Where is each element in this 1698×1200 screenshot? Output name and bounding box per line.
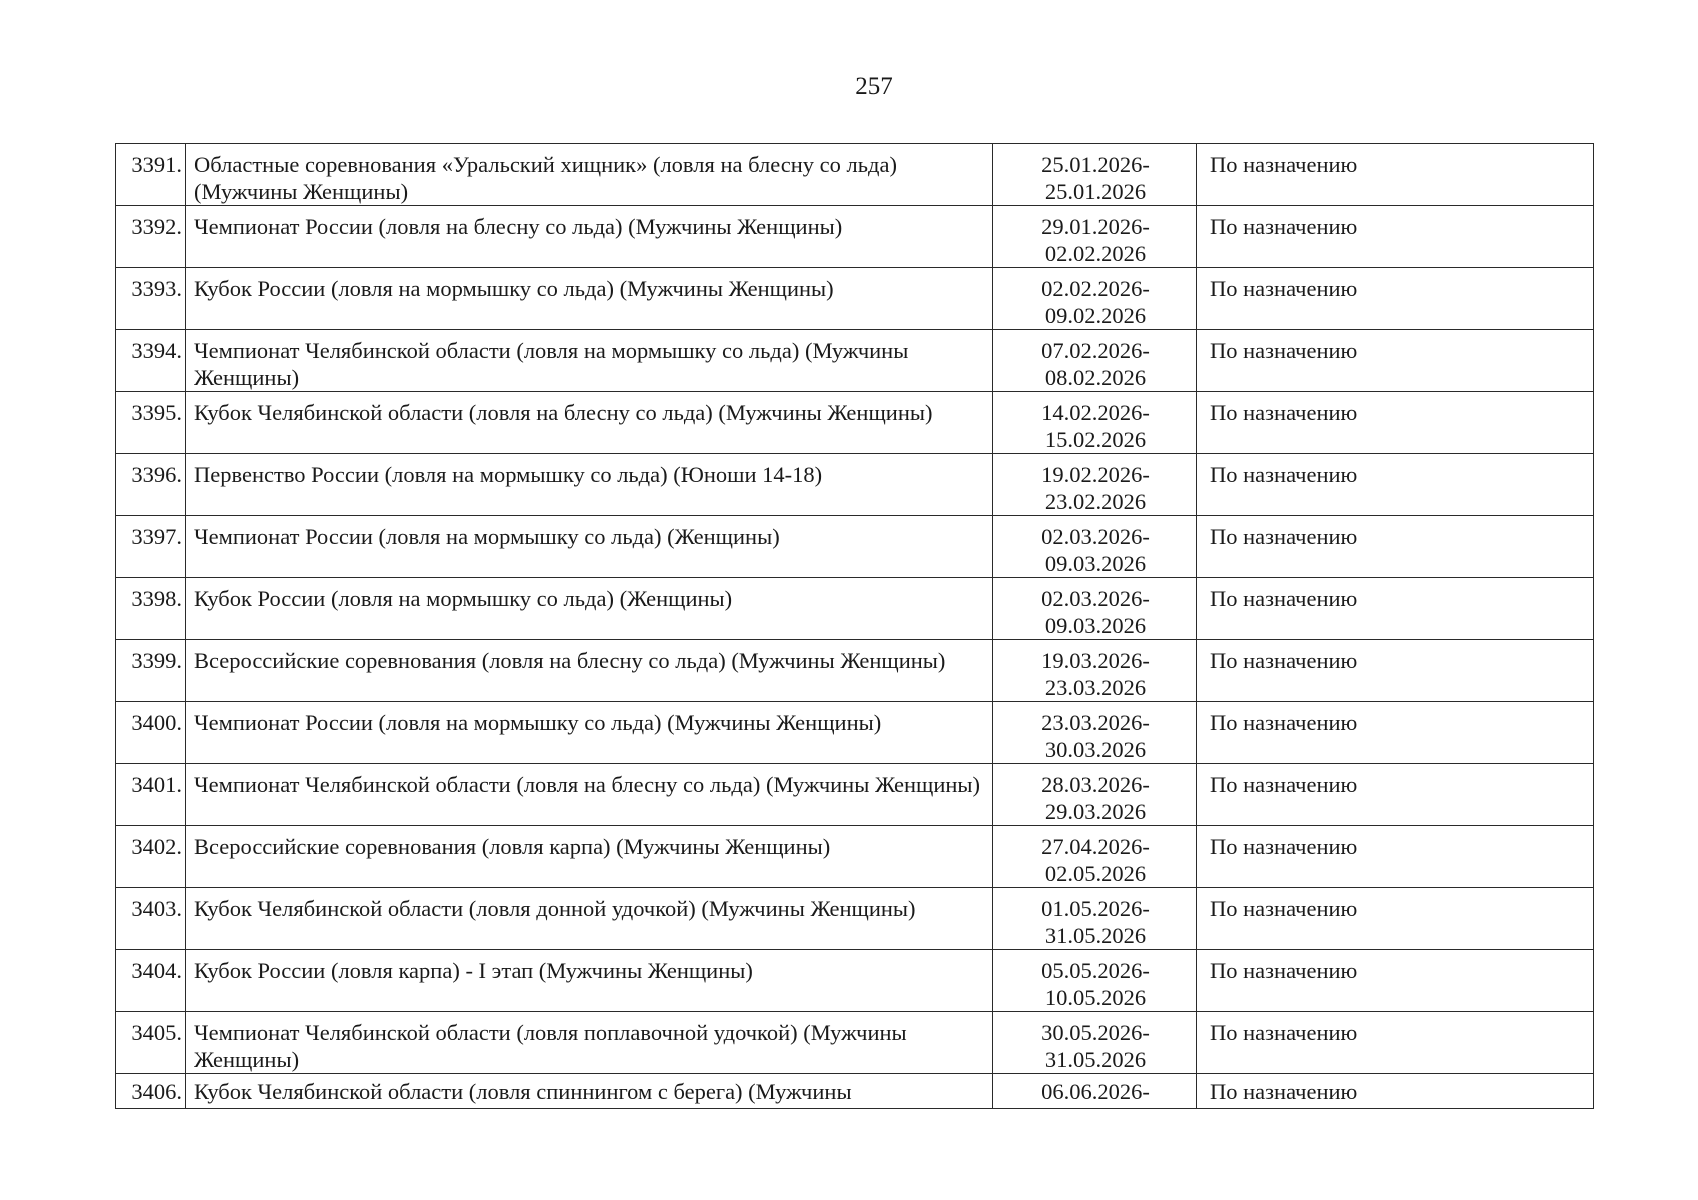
table-row <box>116 578 1594 640</box>
event-dates <box>993 578 1197 640</box>
table-row <box>116 888 1594 950</box>
row-number: 3406. <box>116 1074 186 1109</box>
date-start: 29.01.2026- <box>1041 214 1150 239</box>
event-place: По назначению <box>1197 950 1594 1012</box>
date-end: 25.01.2026 <box>1044 179 1147 204</box>
date-start: 19.02.2026- <box>1041 462 1150 487</box>
table-row <box>116 1074 1594 1109</box>
row-number: 3394. <box>116 330 186 392</box>
table-row <box>116 330 1594 392</box>
event-name: Кубок России (ловля на мормышку со льда) (Женщины) <box>186 578 993 640</box>
date-start: 28.03.2026- <box>1041 772 1150 797</box>
date-end: 09.02.2026 <box>1044 303 1147 328</box>
row-number: 3396. <box>116 454 186 516</box>
date-end: 08.02.2026 <box>1044 365 1147 390</box>
event-dates <box>993 702 1197 764</box>
date-start: 27.04.2026- <box>1041 834 1150 859</box>
event-name: Всероссийские соревнования (ловля на блесну со льда) (Мужчины Женщины) <box>186 640 993 702</box>
event-dates <box>993 516 1197 578</box>
date-start: 06.06.2026- <box>1041 1079 1150 1104</box>
event-dates <box>993 206 1197 268</box>
event-dates <box>993 950 1197 1012</box>
date-start: 07.02.2026- <box>1041 338 1150 363</box>
table-row <box>116 950 1594 1012</box>
event-name: Областные соревнования «Уральский хищник» (ловля на блесну со льда) (Мужчины Женщины) <box>186 144 993 206</box>
row-number: 3392. <box>116 206 186 268</box>
event-dates <box>993 144 1197 206</box>
event-name: Чемпионат Челябинской области (ловля на блесну со льда) (Мужчины Женщины) <box>186 764 993 826</box>
event-place: По назначению <box>1197 454 1594 516</box>
date-start: 30.05.2026- <box>1041 1020 1150 1045</box>
date-end: 23.03.2026 <box>1044 675 1147 700</box>
date-start: 01.05.2026- <box>1041 896 1150 921</box>
date-end: 29.03.2026 <box>1044 799 1147 824</box>
row-number: 3397. <box>116 516 186 578</box>
table-row <box>116 826 1594 888</box>
date-start: 02.03.2026- <box>1041 524 1150 549</box>
event-name: Чемпионат Челябинской области (ловля на мормышку со льда) (Мужчины Женщины) <box>186 330 993 392</box>
event-dates <box>993 1012 1197 1074</box>
event-dates <box>993 392 1197 454</box>
event-place: По назначению <box>1197 702 1594 764</box>
event-name: Чемпионат России (ловля на мормышку со льда) (Женщины) <box>186 516 993 578</box>
date-end: 02.05.2026 <box>1044 861 1147 886</box>
date-end: 31.05.2026 <box>1044 923 1147 948</box>
row-number: 3403. <box>116 888 186 950</box>
date-start: 23.03.2026- <box>1041 710 1150 735</box>
row-number: 3405. <box>116 1012 186 1074</box>
event-name: Кубок России (ловля карпа) - I этап (Мужчины Женщины) <box>186 950 993 1012</box>
date-start: 19.03.2026- <box>1041 648 1150 673</box>
event-dates <box>993 268 1197 330</box>
table-row <box>116 1012 1594 1074</box>
event-name: Всероссийские соревнования (ловля карпа) (Мужчины Женщины) <box>186 826 993 888</box>
row-number: 3399. <box>116 640 186 702</box>
event-place: По назначению <box>1197 144 1594 206</box>
date-end: 10.05.2026 <box>1044 985 1147 1010</box>
event-name: Чемпионат России (ловля на блесну со льда) (Мужчины Женщины) <box>186 206 993 268</box>
row-number: 3401. <box>116 764 186 826</box>
date-start: 02.02.2026- <box>1041 276 1150 301</box>
row-number: 3404. <box>116 950 186 1012</box>
event-name: Кубок России (ловля на мормышку со льда) (Мужчины Женщины) <box>186 268 993 330</box>
date-end: 30.03.2026 <box>1044 737 1147 762</box>
event-dates <box>993 330 1197 392</box>
event-name: Кубок Челябинской области (ловля донной удочкой) (Мужчины Женщины) <box>186 888 993 950</box>
event-dates <box>993 1074 1197 1109</box>
page-number: 257 <box>855 73 893 100</box>
date-start: 05.05.2026- <box>1041 958 1150 983</box>
event-name: Чемпионат России (ловля на мормышку со льда) (Мужчины Женщины) <box>186 702 993 764</box>
event-name: Кубок Челябинской области (ловля спиннингом с берега) (Мужчины <box>186 1074 993 1109</box>
event-dates <box>993 764 1197 826</box>
table-row <box>116 144 1594 206</box>
event-place: По назначению <box>1197 268 1594 330</box>
event-name: Первенство России (ловля на мормышку со льда) (Юноши 14-18) <box>186 454 993 516</box>
event-place: По назначению <box>1197 516 1594 578</box>
table-row <box>116 268 1594 330</box>
event-dates <box>993 454 1197 516</box>
event-dates <box>993 888 1197 950</box>
row-number: 3400. <box>116 702 186 764</box>
event-place: По назначению <box>1197 330 1594 392</box>
table-row <box>116 206 1594 268</box>
date-start: 25.01.2026- <box>1041 152 1150 177</box>
event-place: По назначению <box>1197 888 1594 950</box>
event-place: По назначению <box>1197 826 1594 888</box>
table-row <box>116 640 1594 702</box>
event-dates <box>993 826 1197 888</box>
row-number: 3398. <box>116 578 186 640</box>
date-end: 09.03.2026 <box>1044 551 1147 576</box>
event-place: По назначению <box>1197 1012 1594 1074</box>
table-row <box>116 454 1594 516</box>
row-number: 3395. <box>116 392 186 454</box>
date-end: 02.02.2026 <box>1044 241 1147 266</box>
events-table <box>115 143 1594 1109</box>
event-name: Кубок Челябинской области (ловля на блесну со льда) (Мужчины Женщины) <box>186 392 993 454</box>
date-end: 31.05.2026 <box>1044 1047 1147 1072</box>
event-place: По назначению <box>1197 764 1594 826</box>
date-start: 02.03.2026- <box>1041 586 1150 611</box>
event-place: По назначению <box>1197 206 1594 268</box>
table-row <box>116 392 1594 454</box>
date-end: 15.02.2026 <box>1044 427 1147 452</box>
date-start: 14.02.2026- <box>1041 400 1150 425</box>
row-number: 3402. <box>116 826 186 888</box>
row-number: 3393. <box>116 268 186 330</box>
event-place: По назначению <box>1197 392 1594 454</box>
table-row <box>116 702 1594 764</box>
date-end: 09.03.2026 <box>1044 613 1147 638</box>
date-end: 23.02.2026 <box>1044 489 1147 514</box>
event-place: По назначению <box>1197 578 1594 640</box>
event-place: По назначению <box>1197 640 1594 702</box>
table-row <box>116 516 1594 578</box>
row-number: 3391. <box>116 144 186 206</box>
table-row <box>116 764 1594 826</box>
event-place: По назначению <box>1197 1074 1594 1109</box>
event-name: Чемпионат Челябинской области (ловля поплавочной удочкой) (Мужчины Женщины) <box>186 1012 993 1074</box>
event-dates <box>993 640 1197 702</box>
